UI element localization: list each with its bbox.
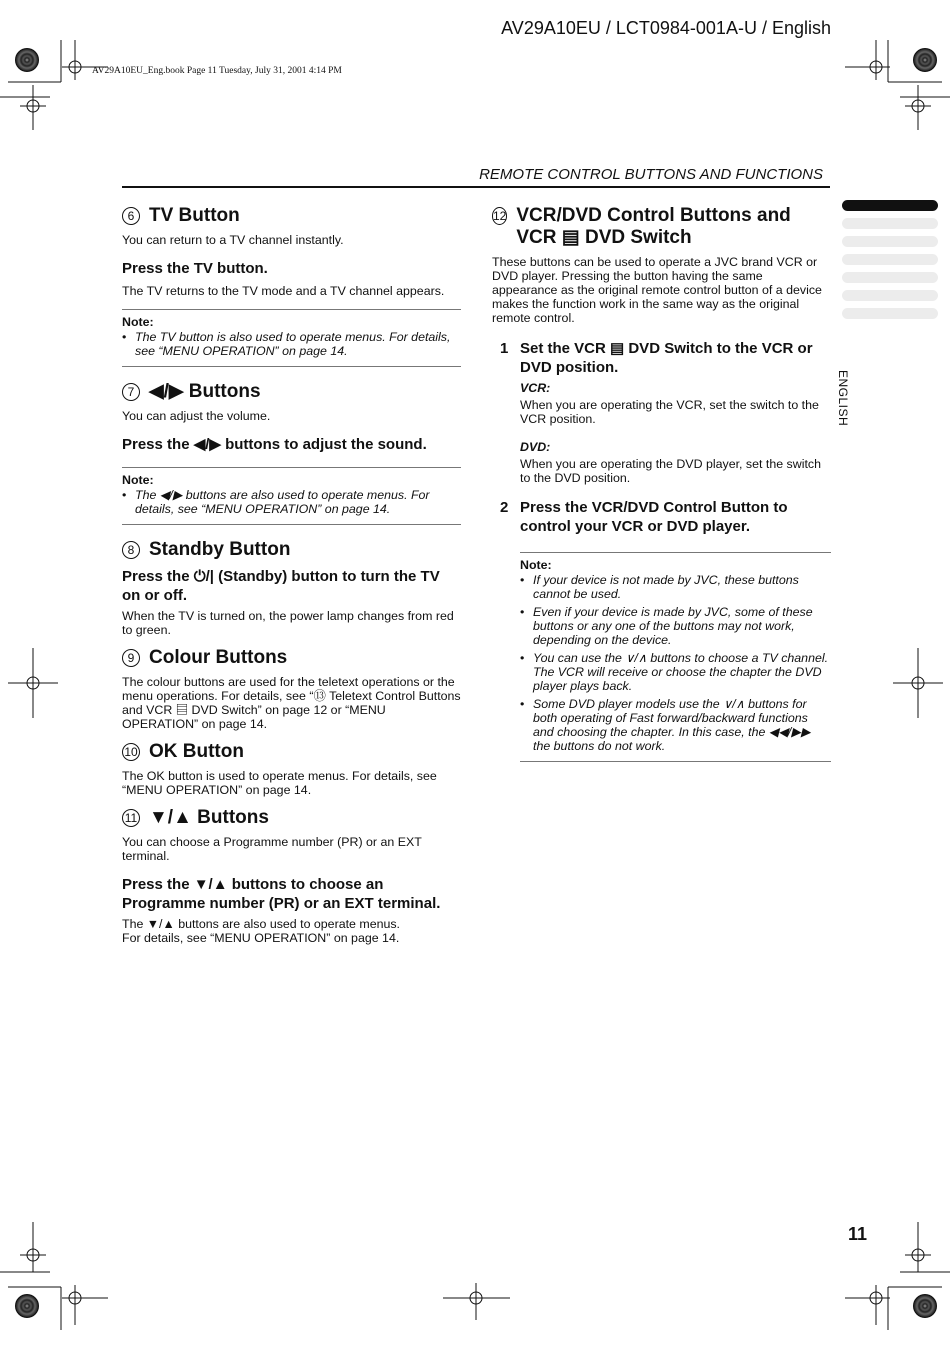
ok-desc: The OK button is used to operate menus. For details, see “MENU OPERATION” on page 14. <box>122 769 437 797</box>
tv-desc: You can return to a TV channel instantly. <box>122 233 344 247</box>
programme-result-1: The ▼/▲ buttons are also used to operate menus. <box>122 917 401 931</box>
heading-text: OK Button <box>149 741 244 762</box>
section-number: 6 <box>122 207 140 225</box>
section-number: 11 <box>122 809 140 827</box>
volume-desc: You can adjust the volume. <box>122 409 271 423</box>
heading-text: Colour Buttons <box>149 647 288 668</box>
language-label: ENGLISH <box>836 370 850 427</box>
standby-step: Press the ⏻/| (Standby) button to turn the TV on or off. <box>122 568 440 604</box>
standby-desc: When the TV is turned on, the power lamp changes from red to green. <box>122 609 454 637</box>
document-code: AV29A10EU / LCT0984-001A-U / English <box>501 18 831 38</box>
tv-step: Press the TV button. <box>122 260 268 277</box>
page-number: 11 <box>848 1224 868 1244</box>
book-info-line: AV29A10EU_Eng.book Page 11 Tuesday, July 31, 2001 4:14 PM <box>92 66 342 76</box>
step-number: 1 <box>500 340 509 357</box>
heading-text: TV Button <box>149 205 240 226</box>
step-text: Press the VCR/DVD Control Button to control your VCR or DVD player. <box>520 499 788 535</box>
note-item: • The TV button is also used to operate menus. For details, see “MENU OPERATION” on page 14. <box>122 330 461 358</box>
note-item: • Even if your device is made by JVC, some of these buttons or any one of the buttons may not work, depending on the device. <box>520 605 831 647</box>
heading-text: ◀/▶ Buttons <box>149 381 261 402</box>
registration-disc-icon <box>15 48 39 72</box>
note-title: Note: <box>122 473 154 487</box>
tv-result: The TV returns to the TV mode and a TV channel appears. <box>122 284 445 298</box>
note-item: • You can use the ∨/∧ buttons to choose a TV channel. The VCR will receive or choose the chapter the DVD player plays back. <box>520 651 831 693</box>
programme-step: Press the ▼/▲ buttons to choose an Programme number (PR) or an EXT terminal. <box>122 876 441 912</box>
dvd-label: DVD: <box>520 440 551 454</box>
note-title: Note: <box>122 315 154 329</box>
heading-text: Standby Button <box>149 539 291 560</box>
section-title: REMOTE CONTROL BUTTONS AND FUNCTIONS <box>479 166 823 183</box>
step-number: 2 <box>500 499 509 516</box>
note-item: • Some DVD player models use the ∨/∧ buttons for both operating of Fast forward/backward functions and choosing the chapter. In this case, the ◀◀/▶▶ the buttons do not work. <box>520 697 831 753</box>
colour-desc: The colour buttons are used for the teletext operations or the menu operations. For details, see “⑬ Teletext Control Buttons and VCR ▤ DVD Switch” on page 12 or “MENU OPERATION” on page 14. <box>122 675 461 731</box>
note-item: • The ◀/▶ buttons are also used to operate menus. For details, see “MENU OPERATION” on page 14. <box>122 488 461 516</box>
vcr-text: When you are operating the VCR, set the switch to the VCR position. <box>520 398 819 426</box>
dvd-text: When you are operating the DVD player, set the switch to the DVD position. <box>520 457 821 485</box>
registration-disc-icon <box>15 1294 39 1318</box>
volume-step: Press the ◀/▶ buttons to adjust the sound. <box>122 436 427 453</box>
heading-text: VCR/DVD Control Buttons and VCR ▤ DVD Switch <box>516 205 791 248</box>
section-number: 8 <box>122 541 140 559</box>
registration-disc-icon <box>913 48 937 72</box>
note-item: • If your device is not made by JVC, these buttons cannot be used. <box>520 573 831 601</box>
section-number: 7 <box>122 383 140 401</box>
heading-text: ▼/▲ Buttons <box>149 807 269 828</box>
programme-desc: You can choose a Programme number (PR) or an EXT terminal. <box>122 835 422 863</box>
registration-disc-icon <box>913 1294 937 1318</box>
programme-result-2: For details, see “MENU OPERATION” on page 14. <box>122 931 400 945</box>
step-text: Set the VCR ▤ DVD Switch to the VCR or DVD position. <box>520 340 813 376</box>
vcr-label: VCR: <box>520 381 551 395</box>
note-title: Note: <box>520 558 552 572</box>
section-number: 9 <box>122 649 140 667</box>
section-number: 10 <box>122 743 140 761</box>
section-number: 12 <box>493 209 507 223</box>
vcr-dvd-desc: These buttons can be used to operate a JVC brand VCR or DVD player. Pressing the button having the same appearance as the original remote control button of a device makes the function work in the same way as the original remote control. <box>492 255 822 325</box>
